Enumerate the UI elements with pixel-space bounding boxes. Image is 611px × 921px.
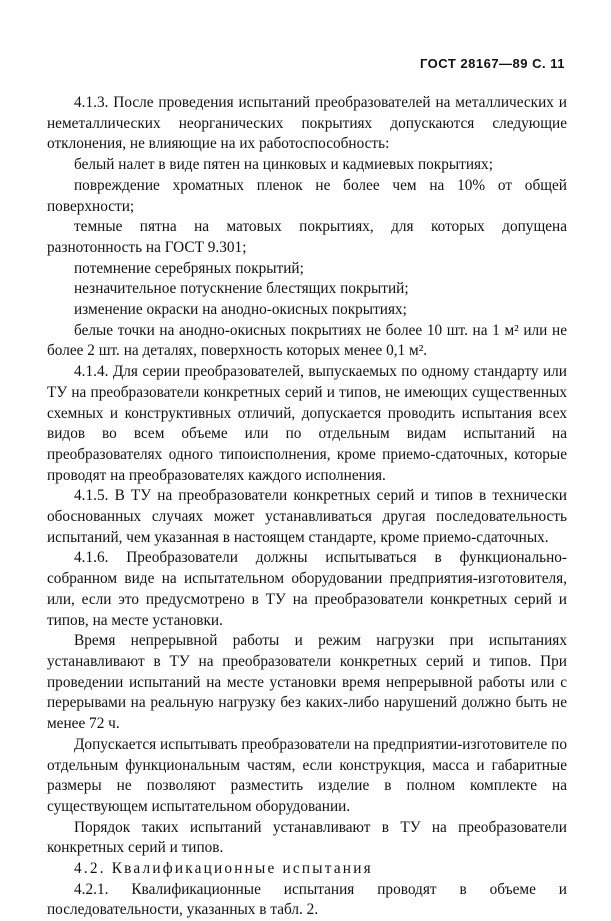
section-heading-4-2: 4.2. Квалификационные испытания xyxy=(74,860,373,878)
paragraph-continuous-operation: Время непрерывной работы и режим нагрузки при испытаниях устанавливают в ТУ на преобразователи конкретных серий и типов. При проведении испытаний на месте установки время непрерывной работы или с перерывами на реальную нагрузку без каких-либо нарушений должно быть не менее 72 ч. xyxy=(47,632,567,733)
deviation-item: темные пятна на матовых покрытиях, для которых допущена разнотонность на ГОСТ 9.301; xyxy=(47,218,567,256)
paragraph-test-procedure: Порядок таких испытаний устанавливают в ТУ на преобразователи конкретных серий и типов. xyxy=(47,818,567,857)
paragraph-4-1-5: 4.1.5. В ТУ на преобразователи конкретных серий и типов в технически обоснованных случаях может устанавливаться другая последовательность испытаний, чем указанная в настоящем стандарте, кроме приемо-сдаточных. xyxy=(47,487,567,546)
deviation-item: белый налет в виде пятен на цинковых и кадмиевых покрытиях; xyxy=(74,156,493,174)
page-header: ГОСТ 28167—89 С. 11 xyxy=(419,56,565,71)
paragraph-4-2-1: 4.2.1. Квалификационные испытания проводят в объеме и последовательности, указанных в табл. 2. xyxy=(47,880,567,919)
paragraph-4-1-6: 4.1.6. Преобразователи должны испытываться в функционально-собранном виде на испытательном оборудовании предприятия-изготовителя, или, если это предусмотрено в ТУ на преобразователи конкретных серий и типов, на месте установки. xyxy=(47,549,567,629)
deviation-item: белые точки на анодно-окисных покрытиях не более 10 шт. на 1 м² или не более 2 шт. на деталях, поверхность которых менее 0,1 м². xyxy=(47,321,567,360)
deviation-item: незначительное потускнение блестящих покрытий; xyxy=(74,280,409,298)
paragraph-4-1-3: 4.1.3. После проведения испытаний преобразователей на металлических и неметаллических неорганических покрытиях допускаются следующие отклонения, не влияющие на их работоспособность: xyxy=(47,94,567,153)
paragraph-4-1-4: 4.1.4. Для серии преобразователей, выпускаемых по одному стандарту или ТУ на преобразователи конкретных серий и типов, не имеющих существенных схемных и конструктивных отличий, допускается проводить испытания всех видов во всем объеме или по отдельным видам испытаний на преобразователях одного типоисполнения, кроме приемо-сдаточных, которые проводят на преобразователях каждого исполнения. xyxy=(47,363,567,484)
deviation-item: потемнение серебряных покрытий; xyxy=(74,259,304,277)
paragraph-functional-parts: Допускается испытывать преобразователи на предприятии-изготовителе по отдельным функциональным частям, если конструкция, масса и габаритные размеры не позволяют разместить изделие в полном комплекте на существующем испытательном оборудовании. xyxy=(47,735,567,815)
body-text xyxy=(47,93,567,921)
deviation-item: повреждение хроматных пленок не более чем на 10% от общей поверхности; xyxy=(47,176,567,215)
deviation-item: изменение окраски на анодно-окисных покрытиях; xyxy=(74,301,407,319)
